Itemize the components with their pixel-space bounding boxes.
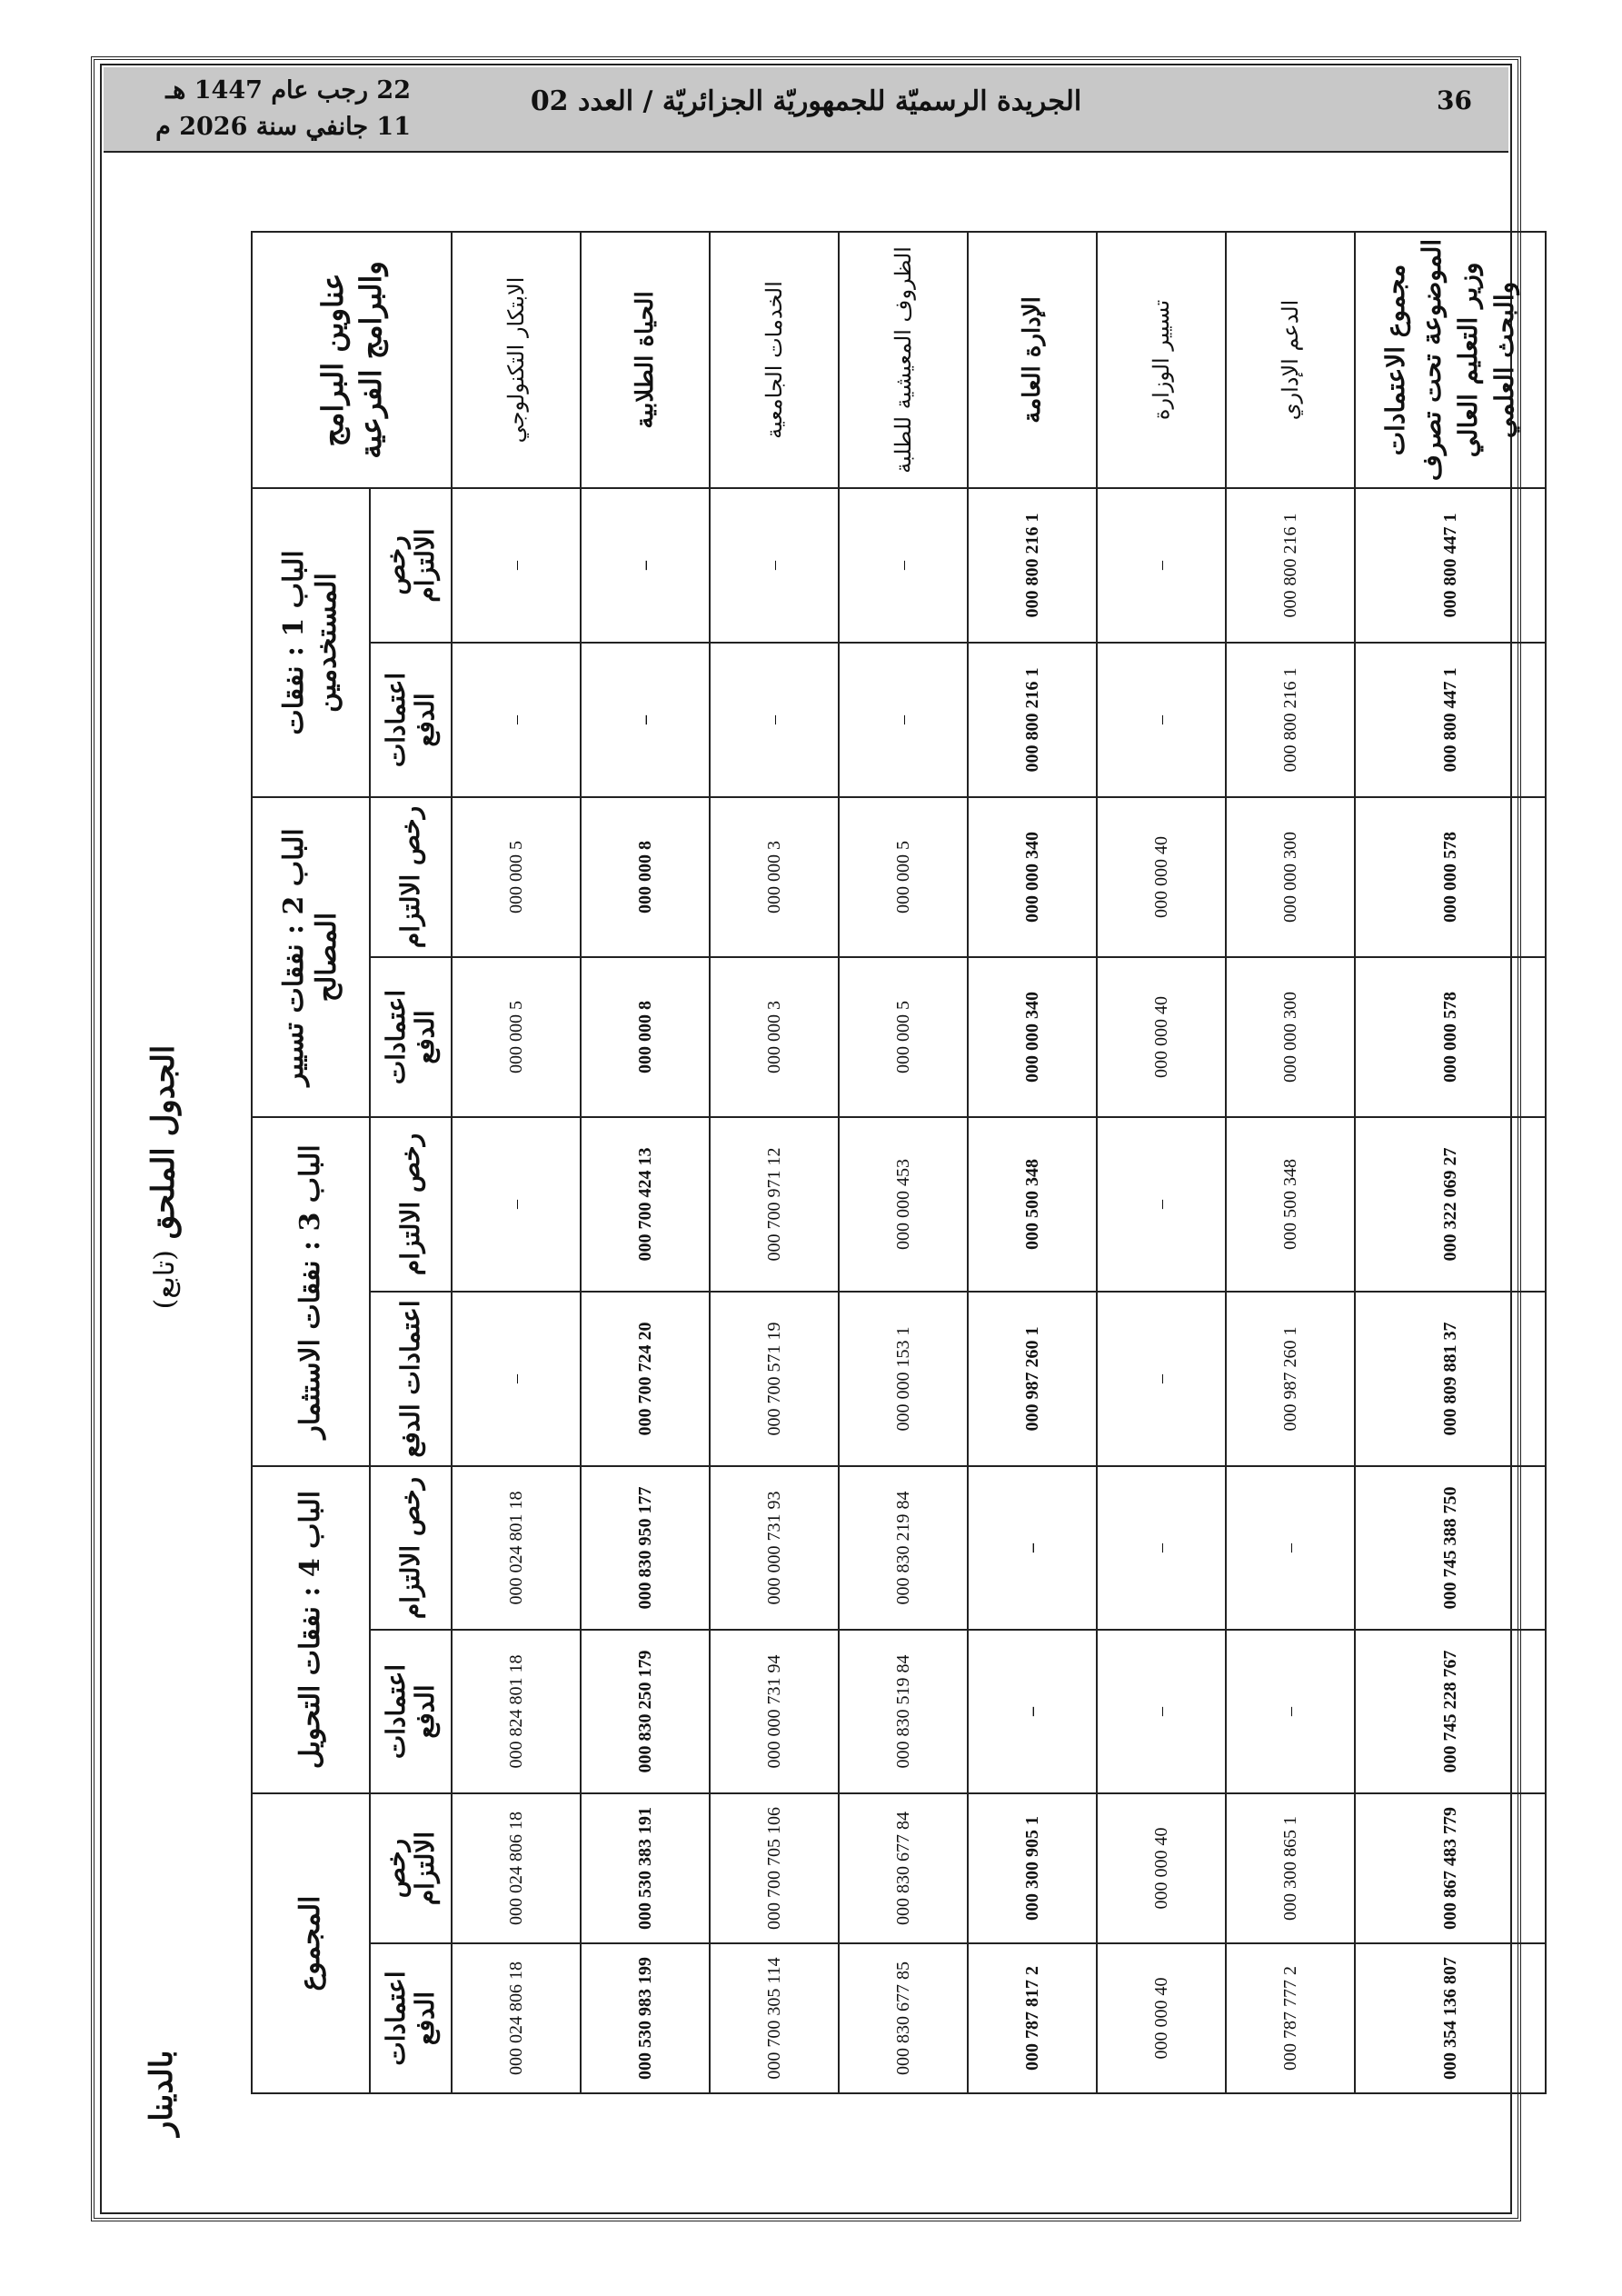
cell-t3-c: 348 500 000 [968,1117,1097,1292]
table-row [581,232,710,2093]
col-t4-payment: اعتمادات الدفع [370,1630,452,1793]
cell-tot-p: 114 305 700 000 [710,1943,839,2093]
cell-tot-p: 2 777 787 000 [1226,1943,1355,2093]
cell-t4-p: 18 801 824 000 [452,1630,581,1793]
rotated-table-area [134,200,1519,2154]
cell-t1-p: – [710,643,839,797]
cell-tot-p: 2 817 787 000 [968,1943,1097,2093]
cell-t1-c: 1 216 800 000 [1226,488,1355,643]
cell-t3-c: 13 424 700 000 [581,1117,710,1292]
total-cell-t1-p: 1 447 800 000 [1355,643,1546,797]
cell-t3-c: 12 971 700 000 [710,1117,839,1292]
cell-t1-p: – [839,643,968,797]
col-programs: عناوين البرامج والبرامج الفرعية [252,232,452,488]
journal-title: الجريدة الرسميّة للجمهوريّة الجزائريّة / العدد 02 [530,85,1082,117]
col-t3-commitment: رخص الالتزام [370,1117,452,1292]
cell-t1-c: – [710,488,839,643]
total-cell-t4-p: 767 228 745 000 [1355,1630,1546,1793]
cell-t1-c: – [839,488,968,643]
cell-t4-c: – [1226,1466,1355,1630]
cell-tot-p: 18 806 024 000 [452,1943,581,2093]
cell-t3-p: 1 260 987 000 [1226,1292,1355,1466]
col-t4-commitment: رخص الالتزام [370,1466,452,1630]
cell-t4-p: 179 250 830 000 [581,1630,710,1793]
table-body [452,232,1546,2093]
cell-tot-p: 40 000 000 [1097,1943,1226,2093]
table-row [1226,232,1355,2093]
cell-t4-p: 94 731 000 000 [710,1630,839,1793]
cell-t4-c: – [1097,1466,1226,1630]
cell-t1-p: – [452,643,581,797]
col-t2-payment: اعتمادات الدفع [370,957,452,1117]
cell-t4-p: – [968,1630,1097,1793]
cell-tot-p: 199 983 530 000 [581,1943,710,2093]
row-title: الظروف المعيشية للطلبة [839,232,968,488]
cell-tot-c: 191 383 530 000 [581,1793,710,1943]
cell-t1-c: – [1097,488,1226,643]
cell-t4-p: 84 519 830 000 [839,1630,968,1793]
cell-t4-c: 93 731 000 000 [710,1466,839,1630]
col-title2: الباب 2 : نفقات تسيير المصالح [252,797,370,1117]
cell-tot-c: 84 677 830 000 [839,1793,968,1943]
col-title3: الباب 3 : نفقات الاستثمار [252,1117,370,1466]
col-t3-payment: اعتمادات الدفع [370,1292,452,1466]
cell-t2-p: 5 000 000 [839,957,968,1117]
page-number: 36 [1437,85,1472,115]
cell-t2-p: 40 000 000 [1097,957,1226,1117]
currency-unit: بالدينار [144,2050,180,2136]
cell-t2-p: 3 000 000 [710,957,839,1117]
cell-t4-p: – [1097,1630,1226,1793]
row-title: الإدارة العامة [968,232,1097,488]
col-t1-commitment: رخص الالتزام [370,488,452,643]
table-caption [145,200,182,2154]
cell-t3-c: 348 500 000 [1226,1117,1355,1292]
cell-t1-p: 1 216 800 000 [1226,643,1355,797]
cell-t3-p: – [452,1292,581,1466]
cell-t1-c: – [581,488,710,643]
cell-t3-c: – [452,1117,581,1292]
cell-t2-p: 300 000 000 [1226,957,1355,1117]
cell-t3-p: 1 260 987 000 [968,1292,1097,1466]
cell-t2-c: 300 000 000 [1226,797,1355,957]
cell-tot-c: 18 806 024 000 [452,1793,581,1943]
total-cell-t3-p: 37 881 809 000 [1355,1292,1546,1466]
cell-tot-c: 40 000 000 [1097,1793,1226,1943]
col-title4: الباب 4 : نفقات التحويل [252,1466,370,1793]
total-row [1355,232,1546,2093]
total-cell-t1-c: 1 447 800 000 [1355,488,1546,643]
cell-tot-c: 1 865 300 000 [1226,1793,1355,1943]
cell-t3-p: 20 724 700 000 [581,1292,710,1466]
cell-t2-p: 8 000 000 [581,957,710,1117]
cell-t1-c: – [452,488,581,643]
header-row-sub [370,232,452,2093]
col-t2-commitment: رخص الالتزام [370,797,452,957]
page-header [104,67,1508,153]
row-title: الحياة الطلابية [581,232,710,488]
cell-tot-p: 85 677 830 000 [839,1943,968,2093]
cell-t2-c: 3 000 000 [710,797,839,957]
total-row-title: مجموع الاعتمادات الموضوعة تحت تصرف وزير التعليم العالي والبحث العلمي [1355,232,1546,488]
table-row [839,232,968,2093]
cell-t4-c: – [968,1466,1097,1630]
col-t1-payment: اعتمادات الدفع [370,643,452,797]
cell-t3-p: 1 153 000 000 [839,1292,968,1466]
cell-t3-p: 19 571 700 000 [710,1292,839,1466]
table-row [1097,232,1226,2093]
cell-t2-p: 5 000 000 [452,957,581,1117]
cell-t3-p: – [1097,1292,1226,1466]
table-row [968,232,1097,2093]
cell-t2-c: 5 000 000 [452,797,581,957]
caption-title: الجدول الملحق [145,1044,182,1240]
total-cell-t2-c: 578 000 000 [1355,797,1546,957]
table-row [710,232,839,2093]
total-cell-t2-p: 578 000 000 [1355,957,1546,1117]
budget-table [251,231,1547,2094]
total-cell-t3-c: 27 069 322 000 [1355,1117,1546,1292]
col-total-commitment: رخص الالتزام [370,1793,452,1943]
cell-t2-c: 5 000 000 [839,797,968,957]
col-total: المجموع [252,1793,370,2093]
cell-t2-c: 40 000 000 [1097,797,1226,957]
col-title1: الباب 1 : نفقات المستخدمين [252,488,370,797]
cell-t3-c: – [1097,1117,1226,1292]
caption-subtitle: (تابع) [149,1250,181,1310]
cell-t1-p: – [1097,643,1226,797]
row-title: الابتكار التكنولوجي [452,232,581,488]
total-cell-tot-c: 779 483 867 000 [1355,1793,1546,1943]
col-total-payment: اعتمادات الدفع [370,1943,452,2093]
cell-tot-c: 106 705 700 000 [710,1793,839,1943]
total-cell-t4-c: 750 388 745 000 [1355,1466,1546,1630]
row-title: تسيير الوزارة [1097,232,1226,488]
header-dates [120,73,411,145]
cell-t2-p: 340 000 000 [968,957,1097,1117]
row-title: الخدمات الجامعية [710,232,839,488]
header-row-groups [252,232,370,2093]
cell-t1-p: 1 216 800 000 [968,643,1097,797]
cell-t2-c: 8 000 000 [581,797,710,957]
cell-t2-c: 340 000 000 [968,797,1097,957]
table-row [452,232,581,2093]
cell-tot-c: 1 905 300 000 [968,1793,1097,1943]
cell-t1-p: – [581,643,710,797]
cell-t4-p: – [1226,1630,1355,1793]
cell-t4-c: 18 801 024 000 [452,1466,581,1630]
cell-t1-c: 1 216 800 000 [968,488,1097,643]
cell-t3-c: 453 000 000 [839,1117,968,1292]
date-gregorian: 11 جانفي سنة 2026 م [155,113,411,141]
cell-t4-c: 84 219 830 000 [839,1466,968,1630]
cell-t4-c: 177 950 830 000 [581,1466,710,1630]
row-title: الدعم الإداري [1226,232,1355,488]
total-cell-tot-p: 807 136 354 000 [1355,1943,1546,2093]
date-hijri: 22 رجب عام 1447 هـ [165,76,411,105]
